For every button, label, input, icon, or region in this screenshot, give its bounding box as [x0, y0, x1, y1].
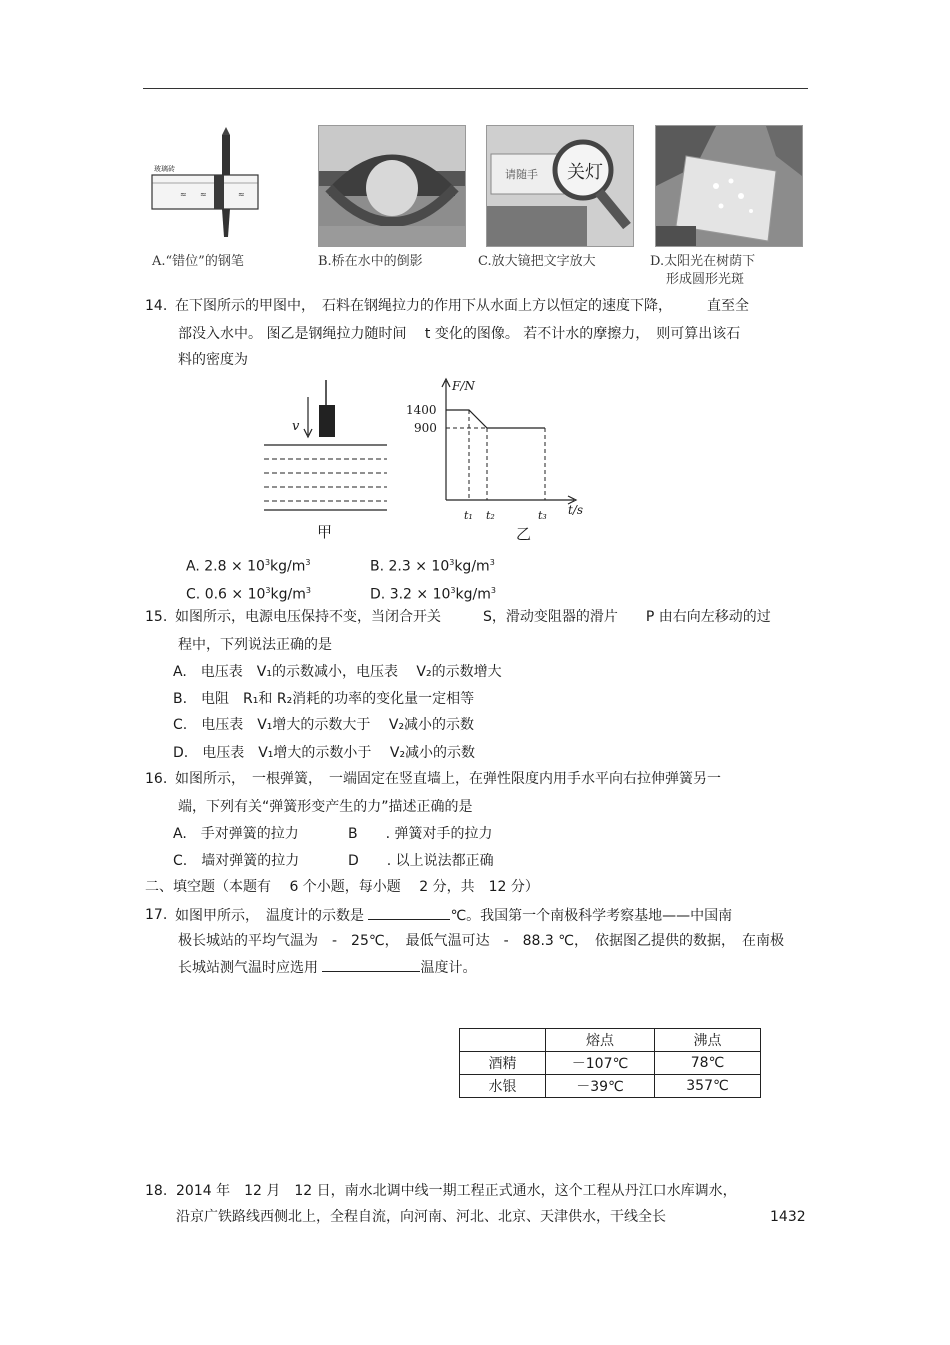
table-cell: －107℃ — [546, 1052, 655, 1075]
option-exp: 3 — [265, 586, 271, 595]
option-value: 0.6 × 10 — [204, 586, 266, 603]
q17-line3-text-b: 温度计。 — [420, 960, 477, 976]
q14-option-d[interactable] — [370, 581, 496, 605]
photo-b-bridge — [318, 125, 466, 247]
q14-number: 14. — [145, 298, 168, 314]
table-header-cell — [460, 1029, 546, 1052]
q17-blank-1[interactable] — [368, 905, 450, 920]
section-heading: 二、填空题（本题有 6 个小题，每小题 2 分，共 12 分） — [145, 879, 539, 895]
option-letter: C. — [186, 586, 201, 603]
q17-line1-text-b: ℃。我国第一个南极科学考察基地——中国南 — [450, 908, 733, 924]
q17-number: 17. — [145, 907, 168, 923]
option-unit-exp: 3 — [490, 586, 496, 595]
option-exp: 3 — [450, 586, 456, 595]
q16-option-c[interactable]: C. 墙对弹簧的拉力 — [173, 853, 300, 869]
q14-option-c[interactable] — [186, 581, 311, 605]
svg-text:≈: ≈ — [200, 190, 207, 199]
q15-option-c[interactable]: C. 电压表 V₁增大的示数大于 V₂减小的示数 — [173, 717, 475, 733]
table-cell: 357℃ — [655, 1075, 761, 1098]
q16-line1: 如图所示， 一根弹簧， 一端固定在竖直墙上，在弹性限度内用手水平向右拉伸弹簧另一 — [175, 771, 721, 787]
q18-line2-number: 1432 — [770, 1209, 806, 1225]
option-exp: 3 — [264, 558, 271, 567]
option-unit-exp: 3 — [305, 586, 311, 595]
q16-number: 16. — [145, 771, 168, 787]
q14-line3: 料的密度为 — [178, 352, 248, 368]
option-unit: kg/m — [270, 558, 306, 575]
q17-line2: 极长城站的平均气温为 - 25℃， 最低气温可达 - 88.3 ℃， 依据图乙提供的数据， 在南极 — [178, 933, 784, 949]
q18-line2: 沿京广铁路线西侧北上，全程自流，向河南、河北、北京、天津供水，干线全长 — [176, 1209, 666, 1225]
option-unit: kg/m — [270, 586, 306, 603]
table-row — [460, 1052, 761, 1075]
q16-line2: 端，下列有关“弹簧形变产生的力”描述正确的是 — [178, 799, 473, 815]
svg-text:≈: ≈ — [238, 190, 245, 199]
x-tick-t1: t₁ — [464, 509, 473, 522]
q17-line1 — [175, 905, 732, 926]
option-unit: kg/m — [455, 586, 491, 603]
option-unit: kg/m — [454, 558, 490, 575]
sign-text: 请随手 — [505, 168, 538, 181]
y-axis-label: F/N — [452, 379, 475, 393]
table-header-cell: 沸点 — [655, 1029, 761, 1052]
option-letter: B. — [370, 558, 385, 575]
photo-c-magnifier — [486, 125, 634, 247]
q16-option-b[interactable]: B . 弹簧对手的拉力 — [348, 826, 493, 842]
q14-option-a[interactable] — [186, 553, 311, 577]
q18-line1: 2014 年 12 月 12 日，南水北调中线一期工程正式通水，这个工程从丹江口水库调水， — [176, 1183, 737, 1199]
q17-line3-text-a: 长城站测气温时应选用 — [178, 960, 318, 976]
table-cell: 78℃ — [655, 1052, 761, 1075]
table-cell: 水银 — [460, 1075, 546, 1098]
table-header-cell: 熔点 — [546, 1029, 655, 1052]
q18-number: 18. — [145, 1183, 168, 1199]
figure-yi-label: 乙 — [516, 525, 532, 543]
q14-option-b[interactable] — [370, 553, 495, 577]
y-tick-1400: 1400 — [406, 403, 437, 417]
q15-line2: 程中，下列说法正确的是 — [178, 637, 332, 653]
q17-blank-2[interactable] — [322, 957, 420, 972]
melting-boiling-table — [459, 1028, 761, 1098]
q17-line3 — [178, 957, 476, 978]
q15-option-b[interactable]: B. 电阻 R₁和 R₂消耗的功率的变化量一定相等 — [173, 691, 475, 707]
x-tick-t2: t₂ — [486, 509, 495, 522]
option-letter: D. — [370, 586, 386, 603]
svg-text:≈: ≈ — [180, 190, 187, 199]
table-cell: 酒精 — [460, 1052, 546, 1075]
q17-line1-text-a: 如图甲所示， 温度计的示数是 — [175, 908, 364, 924]
option-value: 3.2 × 10 — [389, 586, 451, 603]
velocity-label: v — [292, 419, 300, 434]
figure-jia-label: 甲 — [317, 523, 333, 541]
header-rule — [143, 88, 808, 89]
photo-a-pen — [150, 125, 262, 245]
table-cell: －39℃ — [546, 1075, 655, 1098]
option-unit-exp: 3 — [305, 558, 311, 567]
photo-d-sunspots — [655, 125, 803, 247]
table-header-row — [460, 1029, 761, 1052]
option-unit-exp: 3 — [489, 558, 495, 567]
q16-option-d[interactable]: D . 以上说法都正确 — [348, 853, 494, 869]
q15-line1: 如图所示，电源电压保持不变，当闭合开关 S，滑动变阻器的滑片 P 由右向左移动的过 — [175, 609, 771, 625]
option-letter: A. — [186, 558, 200, 575]
magnified-text: 关灯 — [567, 162, 603, 183]
option-exp: 3 — [449, 558, 455, 567]
caption-a: A.“错位”的钢笔 — [152, 254, 244, 269]
caption-d-line2: 形成圆形光斑 — [666, 272, 745, 287]
q16-option-a[interactable]: A. 手对弹簧的拉力 — [173, 826, 299, 842]
q14-line1: 在下图所示的甲图中， 石料在钢绳拉力的作用下从水面上方以恒定的速度下降， 直至全 — [175, 298, 749, 314]
q15-option-d[interactable]: D. 电压表 V₁增大的示数小于 V₂减小的示数 — [173, 745, 476, 761]
caption-c: C.放大镜把文字放大 — [478, 254, 596, 269]
table-row — [460, 1075, 761, 1098]
x-tick-t3: t₃ — [538, 509, 547, 522]
figure-jia — [262, 375, 392, 545]
option-value: 2.3 × 10 — [388, 558, 450, 575]
figure-yi — [404, 375, 594, 547]
caption-b: B.桥在水中的倒影 — [318, 254, 423, 269]
q14-line2: 部没入水中。 图乙是钢绳拉力随时间 t 变化的图像。 若不计水的摩擦力， 则可算出该石 — [178, 326, 741, 342]
q15-number: 15. — [145, 609, 168, 625]
glass-block-label: 玻璃砖 — [154, 165, 175, 173]
caption-d-line1: D.太阳光在树荫下 — [650, 254, 756, 269]
y-tick-900: 900 — [414, 421, 437, 435]
option-value: 2.8 × 10 — [204, 558, 265, 575]
q15-option-a[interactable]: A. 电压表 V₁的示数减小，电压表 V₂的示数增大 — [173, 664, 502, 680]
x-axis-label: t/s — [568, 503, 584, 517]
